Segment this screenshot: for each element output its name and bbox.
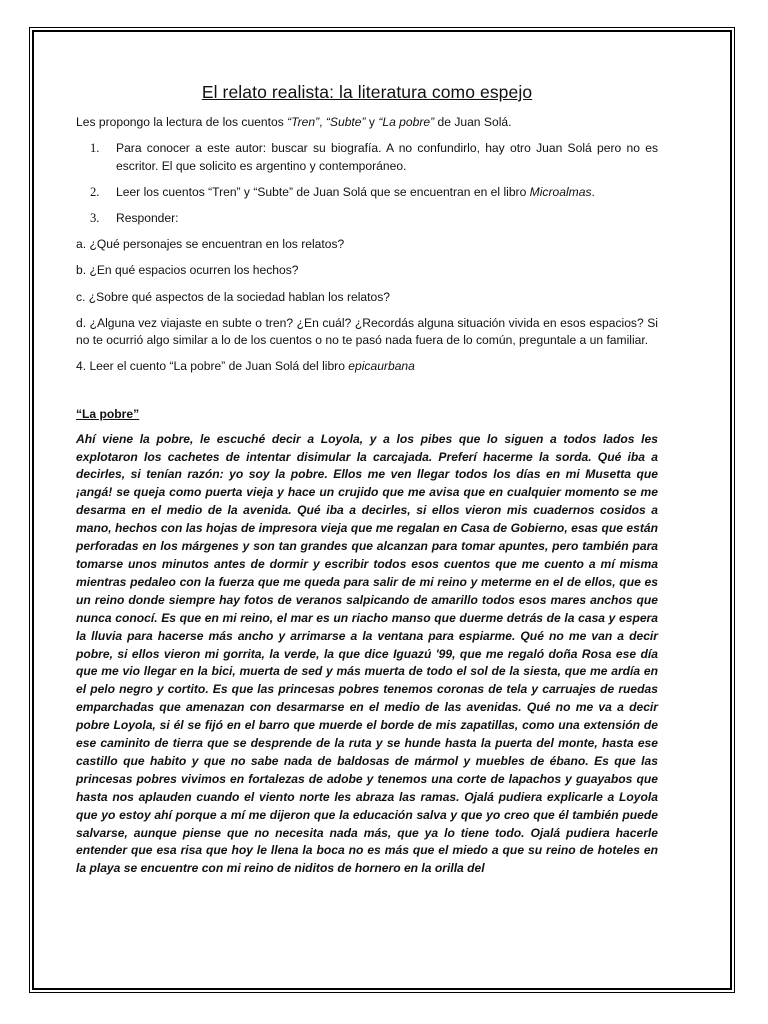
- question-c: c. ¿Sobre qué aspectos de la sociedad hablan los relatos?: [76, 289, 390, 304]
- book-title-microalmas: Microalmas: [529, 184, 592, 199]
- list-item: [76, 184, 658, 201]
- intro-sep-2: y: [365, 115, 379, 130]
- list-item-number: 2.: [90, 184, 100, 199]
- list-item-text: [116, 184, 658, 201]
- list-item-number: 3.: [90, 211, 100, 226]
- list-item: [76, 210, 658, 227]
- story-text: Ahí viene la pobre, le escuché decir a Loyola, y a los pibes que lo siguen a todos lados les explotaron los cachetes de intentar disimular la carcajada. Preferí hacerme la sorda. Qué iba a decirles, si tenían razón: yo soy la pobre. Ellos me ven llegar todos los días en mi Musetta que ¡angá! se queja como puerta vieja y hace un crujido que me avisa que en cualquier momento se me desarma en el medio de la avenida. Qué iba a decirles, si ellos vieron mis cuadernos cosidos a mano, hechos con las hojas de impresora vieja que me regalan en Casa de Gobierno, esas que están perforadas en los márgenes y son tan grandes que alcanzan para tomar apuntes, pero también para tomarse unos minutos antes de dormir y escribir todos esos cuentos que me cuento a mí misma mientras pedaleo con la fuerza que me queda para salir de mi reino y meterme en el de ellos, que es un reino donde siempre hay fotos de veranos salpicando de amarillo todos esos mares anchos que nunca conocí. Es que en mi reino, el mar es un riacho manso que duerme detrás de la casa y espera la lluvia para hacerse más ancho y arrimarse a la ventana para espiarme. Qué no me van a decir pobre, si ellos vieron mi gorrita, la verde, la que dice Iguazú '99, que me regaló doña Rosa ese día que me vio llegar en la bici, muerta de sed y más muerta de todo el sol de la siesta, que me ardía en el pelo negro y cortito. Es que las princesas pobres tenemos coronas de tela y carruajes de ruedas emparchadas que amenazan con desarmarse en el medio de las avenidas. Qué no me va a decir pobre Loyola, si él se fijó en el barro que muerde el borde de mis zapatillas, como una extensión de ese caminito de tierra que se desprende de la ruta y se hunde hasta la puerta del monte, hasta ese castillo que habito y que no sabe nada de baldosas de mármol y muebles de ébano. Es que las princesas pobres vivimos en fortalezas de adobe y tenemos una corte de lapachos y guayabos que hasta nos aplauden cuando el viento norte les abraza las ramas. Ojalá pudiera explicarle a Loyola que yo estoy ahí porque a mí me dijeron que la educación salva y que yo creo que él también puede salvarse, aunque piense que no necesita nada más, que ya lo tiene todo. Ojalá pudiera hacerle entender que esa risa que hoy le llena la boca no es más que el miedo a que su reino de hoteles en la playa se encuentre con mi reino de niditos de hornero en la orilla del: [76, 431, 658, 876]
- numbered-list: [76, 140, 658, 227]
- intro-paragraph: [76, 114, 658, 131]
- intro-work-tren: “Tren”: [287, 115, 320, 130]
- page-title: El relato realista: la literatura como espejo: [201, 82, 533, 102]
- list-item-text: Responder:: [116, 211, 179, 226]
- question-a: a. ¿Qué personajes se encuentran en los relatos?: [76, 237, 345, 252]
- item-4-lead: 4. Leer el cuento “La pobre” de Juan Solá del libro: [76, 359, 349, 374]
- list-item: [76, 140, 658, 174]
- question-b: b. ¿En qué espacios ocurren los hechos?: [76, 263, 299, 278]
- list-item-text-tail: .: [591, 184, 595, 199]
- list-item-number: 1.: [90, 141, 100, 156]
- document-body: [76, 84, 658, 878]
- intro-work-la-pobre: “La pobre”: [378, 115, 435, 130]
- story-title: “La pobre”: [76, 407, 140, 422]
- intro-tail: de Juan Solá.: [434, 115, 512, 130]
- question-d: d. ¿Alguna vez viajaste en subte o tren? ¿En cuál? ¿Recordás alguna situación vivida en esos espacios? Si no te ocurrió algo similar a lo de los cuentos o no te pasó nada fuera de lo común, preguntale a un familiar.: [76, 315, 658, 348]
- item-4: [76, 358, 658, 375]
- list-item-text-lead: Leer los cuentos “Tren” y “Subte” de Juan Solá que se encuentran en el libro: [116, 184, 530, 199]
- intro-sep-1: ,: [319, 115, 326, 130]
- intro-lead: Les propongo la lectura de los cuentos: [76, 115, 288, 130]
- intro-work-subte: “Subte”: [325, 115, 366, 130]
- list-item-text: Para conocer a este autor: buscar su biografía. A no confundirlo, hay otro Juan Solá pero no es escritor. El que solicito es argentino y contemporáneo.: [116, 141, 658, 173]
- book-title-epicaurbana: epicaurbana: [348, 359, 415, 374]
